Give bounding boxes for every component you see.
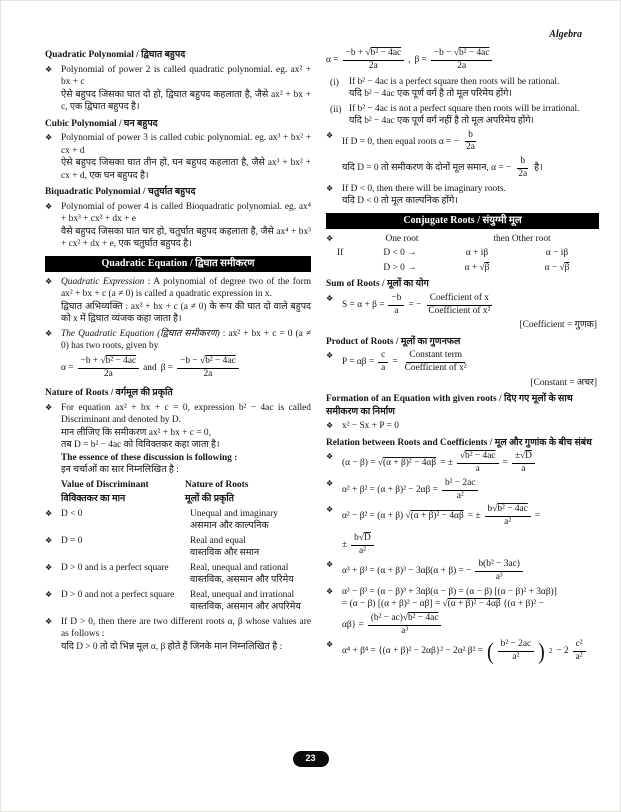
hi-text: ऐसे बहुपद जिसका घात तीन हो, घन बहुपद कहलाता है, जैसे ax³ + bx² + cx + d, एक घन बहुपद है। [61, 158, 311, 181]
if-label: If [337, 248, 344, 259]
hi-text: है। [534, 163, 543, 173]
condition: D < 0 → [383, 248, 417, 259]
diamond-bullet-icon: ❖ [326, 130, 334, 140]
item-body [61, 616, 311, 654]
hi-text: यदि b² − 4ac एक पूर्ण वर्ग है तो मूल परिमेय होंगे। [349, 89, 512, 99]
column-header: then Other root [493, 233, 551, 244]
numerator [177, 356, 239, 369]
diamond-bullet-icon: ❖ [45, 328, 53, 338]
en-text: If b² − 4ac is not a perfect square then roots will be irrational. [349, 103, 580, 114]
denominator: a³ [401, 625, 409, 636]
list-item [330, 103, 599, 128]
roots-formula [61, 356, 311, 381]
item-body [342, 130, 599, 181]
fraction [485, 504, 531, 529]
lhs: S = α + β = [342, 299, 385, 310]
diamond-bullet-icon: ❖ [326, 560, 334, 570]
en-rest: : ax² + bx + c = 0 (a ≠ 0) has two roots, given by [61, 328, 311, 352]
radicand: D [525, 451, 532, 462]
list-item [326, 293, 599, 318]
radicand: b² − 4ac [105, 355, 137, 366]
list-item [326, 504, 599, 557]
en-formula [342, 130, 599, 155]
denominator: a [475, 464, 480, 475]
column-header: मूलों की प्रकृति [185, 494, 235, 505]
list-item [45, 402, 311, 477]
denominator: a [394, 305, 399, 316]
alpha-lhs: α = [326, 55, 339, 65]
fraction [498, 639, 534, 664]
hi-text: मान लीजिए कि समीकरण ax² + bx + c = 0, [61, 427, 211, 438]
hi-text: यदि b² − 4ac एक पूर्ण वर्ग नहीं है तो मूल अपरिमेय होंगे। [349, 116, 535, 126]
en-text: The essence of these discussion is following : [61, 452, 238, 463]
fraction [457, 451, 499, 476]
fraction [351, 533, 374, 558]
column-header: Nature of Roots [185, 479, 249, 490]
en-text: If b² − 4ac is a perfect square then roots will be rational. [349, 76, 560, 87]
fraction [177, 356, 239, 381]
item-body [61, 402, 311, 477]
denominator: a² [456, 490, 464, 501]
hi-text: वास्तविक और समान [190, 548, 260, 559]
denominator: Coefficient of x² [428, 305, 491, 316]
list-item [45, 201, 311, 251]
radical-prefix: −b + √ [80, 355, 106, 366]
list-item [326, 639, 599, 664]
relation-formula-4 [342, 559, 523, 584]
hi-formula [342, 156, 599, 181]
table-row [326, 247, 599, 260]
table-row [45, 589, 311, 614]
radicand: b² − 4ac [205, 355, 236, 366]
formula-line: α³ − β³ = (α − β)³ + 3αβ(α − β) = (α − β) [(α − β)² + 3αβ)] [342, 586, 557, 597]
radical-prefix: (b² − ac)√ [370, 612, 408, 623]
lhs: α³ + β³ = (α + β)³ − 3αβ(α + β) = − [342, 566, 472, 577]
page-number-badge: 23 [292, 751, 328, 767]
section-heading-quadratic-polynomial: Quadratic Polynomial / द्विघात बहुपद [45, 50, 186, 60]
case-label: (i) [330, 77, 339, 88]
item-body [61, 132, 311, 182]
numerator: b² − 2ac [498, 639, 534, 652]
hi-text: ऐसे बहुपद जिसका घात दो हो, द्विघात बहुपद कहलाता है, जैसे ax² + bx + c, एक द्विघात बहुपद है। [61, 89, 311, 112]
table-row [45, 508, 311, 533]
conjugate-table-header [326, 233, 599, 246]
lhs: α⁴ + β⁴ = {(α + β)² − 2αβ}² − 2α² β² = [342, 646, 483, 657]
hi-text: यदि D > 0 तो दो भिन्न मूल α, β होते हैं जिनके मान निम्नलिखित है : [61, 641, 283, 652]
denominator: 2a [518, 168, 528, 179]
en-text: Real and equal [190, 535, 246, 546]
en-text: Polynomial of power 3 is called cubic polynomial. eg. ax³ + bx² + cx + d [61, 133, 311, 156]
plus-minus: ± [342, 539, 348, 550]
root-one: α + iβ [465, 248, 489, 259]
en-text [61, 328, 311, 353]
list-item [326, 559, 599, 584]
lhs: α² + β² = (α + β)² − 2αβ = [342, 484, 438, 495]
lhs: P = αβ = [342, 357, 375, 368]
relation-formula-2 [342, 478, 478, 503]
denominator: a² [504, 517, 512, 528]
diamond-bullet-icon: ❖ [45, 589, 53, 599]
table-row [45, 562, 311, 587]
discriminant-table-header-hi [45, 493, 311, 506]
radical-prefix: (α − β) = √ [342, 458, 384, 469]
right-column [326, 45, 599, 666]
column-header: विविक्तकर का मान [61, 494, 126, 505]
diamond-bullet-icon: ❖ [326, 293, 334, 303]
numerator: b² − 2ac [442, 478, 478, 491]
radical-prefix: = (α − β) [(α + β)² − αβ] = √ [342, 599, 448, 610]
open-paren: ( [486, 638, 494, 665]
denominator: 2a [103, 368, 113, 379]
denominator: a² [512, 652, 520, 663]
radicand: (α + β)² − 4αβ [410, 511, 464, 522]
radical-prefix: α − √ [544, 262, 565, 273]
diamond-bullet-icon: ❖ [45, 535, 53, 545]
item-body [61, 201, 311, 251]
diamond-bullet-icon: ❖ [326, 505, 334, 515]
fraction [388, 293, 404, 318]
section-heading-biquadratic-polynomial: Biquadratic Polynomial / चतुर्घात बहुपद [45, 187, 196, 197]
alpha-lhs: α = [61, 362, 74, 373]
fraction [431, 48, 493, 73]
hi-text: यदि D = 0 तो समीकरण के दोनों मूल समान, α = − [342, 163, 512, 173]
fraction [378, 350, 388, 375]
numerator: b [465, 130, 476, 143]
hi-text: यदि D < 0 तो मूल काल्पनिक होंगे। [342, 196, 458, 206]
section-heading-sum-of-roots: Sum of Roots / मूलों का योग [326, 279, 429, 290]
radicand: b² − 4ac [497, 504, 528, 515]
condition: D > 0 → [383, 262, 417, 273]
diamond-bullet-icon: ❖ [326, 586, 334, 596]
diamond-bullet-icon: ❖ [45, 64, 53, 74]
hi-text: वैसे बहुपद जिसका घात चार हो, चतुर्घात बहुपद कहलाता है, जैसे ax⁴ + bx³ + cx² + dx + e, एक चतुर्घात बहुपद है। [61, 226, 311, 249]
column-header: Value of Discriminant [61, 479, 149, 490]
translation-note: [Coefficient = गुणक] [519, 320, 597, 331]
diamond-bullet-icon: ❖ [326, 351, 334, 361]
radicand: (α + β)² − 4αβ [383, 458, 437, 469]
item-body [349, 103, 599, 128]
comma: , [408, 55, 411, 65]
sum-formula [342, 293, 493, 318]
numerator [512, 451, 535, 464]
en-text: Real, unequal and irrational [190, 589, 295, 600]
fraction [515, 156, 530, 181]
diamond-bullet-icon: ❖ [45, 616, 53, 626]
diamond-bullet-icon: ❖ [326, 640, 334, 650]
radical-prefix: b√ [487, 504, 498, 515]
hi-text: वास्तविक, असमान और अपरिमेय [190, 602, 301, 613]
numerator [431, 48, 493, 61]
equals: = ± [440, 458, 453, 469]
fraction [442, 478, 478, 503]
section-banner-quadratic-equation: Quadratic Equation / द्विघात समीकरण [45, 256, 311, 272]
hi-text: द्विघात अभिव्यक्ति : ax² + bx + c (a ≠ 0) के रूप की घात दो वाले बहुपद को x में द्विघात व्यंजक कहा जाता है। [61, 301, 311, 325]
fraction [78, 356, 140, 381]
formation-equation: x² − Sx + P = 0 [342, 421, 399, 432]
discriminant-value: D > 0 and not a perfect square [61, 589, 175, 600]
item-body [61, 64, 311, 114]
table-row [45, 535, 311, 560]
diamond-bullet-icon: ❖ [45, 402, 53, 412]
numerator: Coefficient of x [427, 293, 492, 306]
list-item [45, 132, 311, 182]
numerator [457, 451, 499, 464]
chapter-header: Algebra [549, 29, 582, 40]
formula-line [342, 598, 599, 611]
numerator [78, 356, 140, 369]
denominator: a³ [495, 572, 503, 583]
hi-text: वास्तविक, असमान और परिमेय [190, 575, 294, 586]
fraction [368, 613, 442, 638]
radical-prefix: −b − √ [180, 355, 206, 366]
fraction [402, 350, 470, 375]
radicand: β [484, 262, 490, 273]
numerator [343, 48, 405, 61]
radicand: b² − 4ac [459, 48, 490, 58]
list-item [330, 76, 599, 101]
item-body [349, 76, 599, 101]
term-lead: The Quadratic Equation (द्विघात समीकरण) [61, 328, 220, 339]
list-item [326, 586, 599, 638]
denominator: Coefficient of x² [404, 363, 467, 374]
list-item [326, 183, 599, 208]
en-text: Polynomial of power 4 is called Bioquadratic polynomial. eg. ax⁴ + bx³ + cx² + dx + e [61, 201, 311, 224]
discriminant-value: D < 0 [61, 508, 83, 519]
beta-lhs: β = [160, 362, 174, 373]
en-text: Unequal and imaginary [190, 508, 278, 519]
en-text: If D = 0, then equal roots α = − [342, 136, 460, 147]
lhs [342, 457, 436, 470]
en-text: Polynomial of power 2 is called quadratic polynomial. eg. ax² + bx + c [61, 64, 311, 87]
list-item [326, 420, 599, 433]
table-row [326, 262, 599, 275]
denominator: a² [575, 652, 583, 663]
radical-prefix: b√ [354, 532, 364, 543]
equals: = ± [467, 511, 481, 522]
list-item [45, 276, 311, 326]
fraction [573, 639, 586, 664]
denominator: a² [358, 545, 366, 556]
fraction [343, 48, 405, 73]
relation-formula-1 [342, 451, 535, 476]
diamond-bullet-icon: ❖ [45, 276, 53, 286]
discriminant-value: D > 0 and is a perfect square [61, 562, 169, 573]
equals: = [392, 357, 398, 368]
root-other [517, 262, 597, 275]
en-text [61, 276, 311, 301]
fraction [475, 559, 522, 584]
en-rest: : A polynomial of degree two of the form ax² + bx + c (a ≠ 0) is called a quadratic expression in x. [61, 276, 311, 300]
section-heading-relation: Relation between Roots and Coefficients / मूल और गुणांक के बीच संबंध [326, 437, 592, 448]
root-one [437, 262, 517, 275]
numerator: c² [573, 639, 586, 652]
section-heading-product-of-roots: Product of Roots / मूलों का गुणनफल [326, 336, 461, 347]
roots-nature [190, 589, 311, 614]
radical-prefix: α² − β² = (α + β) √ [342, 511, 411, 522]
fraction [512, 451, 535, 476]
case-label: (ii) [330, 104, 342, 115]
item-body [61, 328, 311, 384]
discriminant-table-header-en [45, 479, 311, 492]
lhs [342, 510, 464, 523]
radicand: D [364, 532, 371, 543]
list-item [326, 451, 599, 476]
list-item [45, 64, 311, 114]
denominator: 2a [368, 60, 378, 71]
relation-formula-6 [342, 639, 586, 664]
en-text: If D < 0, then there will be imaginary roots. [342, 183, 506, 194]
roots-nature [190, 562, 311, 587]
item-body [61, 276, 311, 326]
lhs: αβ} = [342, 619, 364, 630]
diamond-bullet-icon: ❖ [326, 421, 334, 431]
equals: = [502, 458, 508, 469]
two-column-layout [45, 45, 599, 666]
denominator: 2a [203, 368, 213, 379]
diamond-bullet-icon: ❖ [45, 133, 53, 142]
radical-prefix: ±√ [514, 451, 526, 462]
list-item [45, 328, 311, 384]
item-body [342, 183, 599, 208]
section-heading-nature-of-roots: Nature of Roots / वर्गमूल की प्रकृति [45, 388, 173, 399]
formula-line [342, 613, 599, 638]
radical-prefix: α + √ [464, 262, 485, 273]
diamond-bullet-icon: ❖ [326, 478, 334, 488]
close-paren: ) [538, 638, 545, 665]
translation-note: [Constant = अचर] [530, 377, 597, 388]
hi-text: इन चर्चाओं का सार निम्नलिखित है : [61, 465, 179, 476]
left-column [45, 45, 311, 666]
section-banner-conjugate-roots: Conjugate Roots / संयुग्मी मूल [326, 213, 599, 229]
root-other: α − iβ [545, 248, 569, 259]
term-lead: Quadratic Expression [61, 276, 145, 287]
roots-nature [190, 508, 311, 533]
equals: = − [408, 299, 422, 310]
radicand: β [564, 262, 570, 273]
radicand: b² − 4ac [465, 451, 496, 462]
diamond-bullet-icon: ❖ [45, 508, 53, 518]
radical-prefix: √ [459, 451, 466, 462]
numerator: b [517, 156, 528, 169]
hi-text: असमान और काल्पनिक [190, 521, 269, 532]
column-header: One root [385, 233, 419, 244]
numerator [351, 533, 374, 546]
numerator: Constant term [406, 350, 465, 363]
list-item [326, 478, 599, 503]
hi-text: तब D = b² − 4ac को विविक्तकर कहा जाता है। [61, 440, 220, 451]
en-text: Real, unequal and rational [190, 562, 289, 573]
relation-formula-3 [342, 504, 580, 557]
diamond-bullet-icon: ❖ [326, 452, 334, 462]
list-item [326, 130, 599, 181]
section-heading-cubic-polynomial: Cubic Polynomial / घन बहुपद [45, 118, 158, 129]
diamond-bullet-icon: ❖ [326, 183, 334, 193]
roots-nature [190, 535, 311, 560]
exponent: 2 [548, 646, 553, 655]
formula-tail: {(α + β)² − [500, 599, 544, 610]
denominator: 2a [457, 60, 467, 71]
numerator: b(b² − 3ac) [475, 559, 522, 572]
roots-formula [326, 48, 599, 73]
equals: = [534, 511, 541, 522]
en-text: If D > 0, then there are two different roots α, β whose values are as follows : [61, 616, 311, 640]
diamond-bullet-icon: ❖ [326, 233, 334, 243]
numerator [368, 613, 442, 626]
radicand: b² − 4ac [408, 612, 439, 623]
list-item [326, 350, 599, 375]
diamond-bullet-icon: ❖ [45, 201, 53, 211]
denominator: a [381, 363, 386, 374]
diamond-bullet-icon: ❖ [45, 562, 53, 572]
en-text: For equation ax² + bx + c = 0, expression b² − 4ac is called Discriminant and denoted by D. [61, 402, 311, 426]
section-heading-formation: Formation of an Equation with given roots / दिए गए मूलों के साथ समीकरण का निर्माण [326, 394, 573, 417]
beta-lhs: β = [414, 55, 427, 65]
numerator: −b [388, 293, 404, 306]
fraction [425, 293, 493, 318]
numerator [485, 504, 531, 517]
radical-prefix: −b + √ [345, 48, 371, 58]
fraction [463, 130, 478, 155]
radicand: b² − 4ac [370, 48, 402, 58]
radicand: (α + β)² − 4αβ [447, 599, 501, 610]
formula-tail: − 2 [556, 646, 569, 657]
denominator: a [521, 464, 526, 475]
relation-formula-5 [342, 586, 599, 638]
numerator: c [378, 350, 388, 363]
discriminant-value: D = 0 [61, 535, 83, 546]
product-formula [342, 350, 470, 375]
denominator: 2a [466, 142, 475, 153]
list-item [45, 616, 311, 654]
and-text: and [143, 362, 157, 373]
radical-prefix: −b − √ [433, 48, 459, 58]
